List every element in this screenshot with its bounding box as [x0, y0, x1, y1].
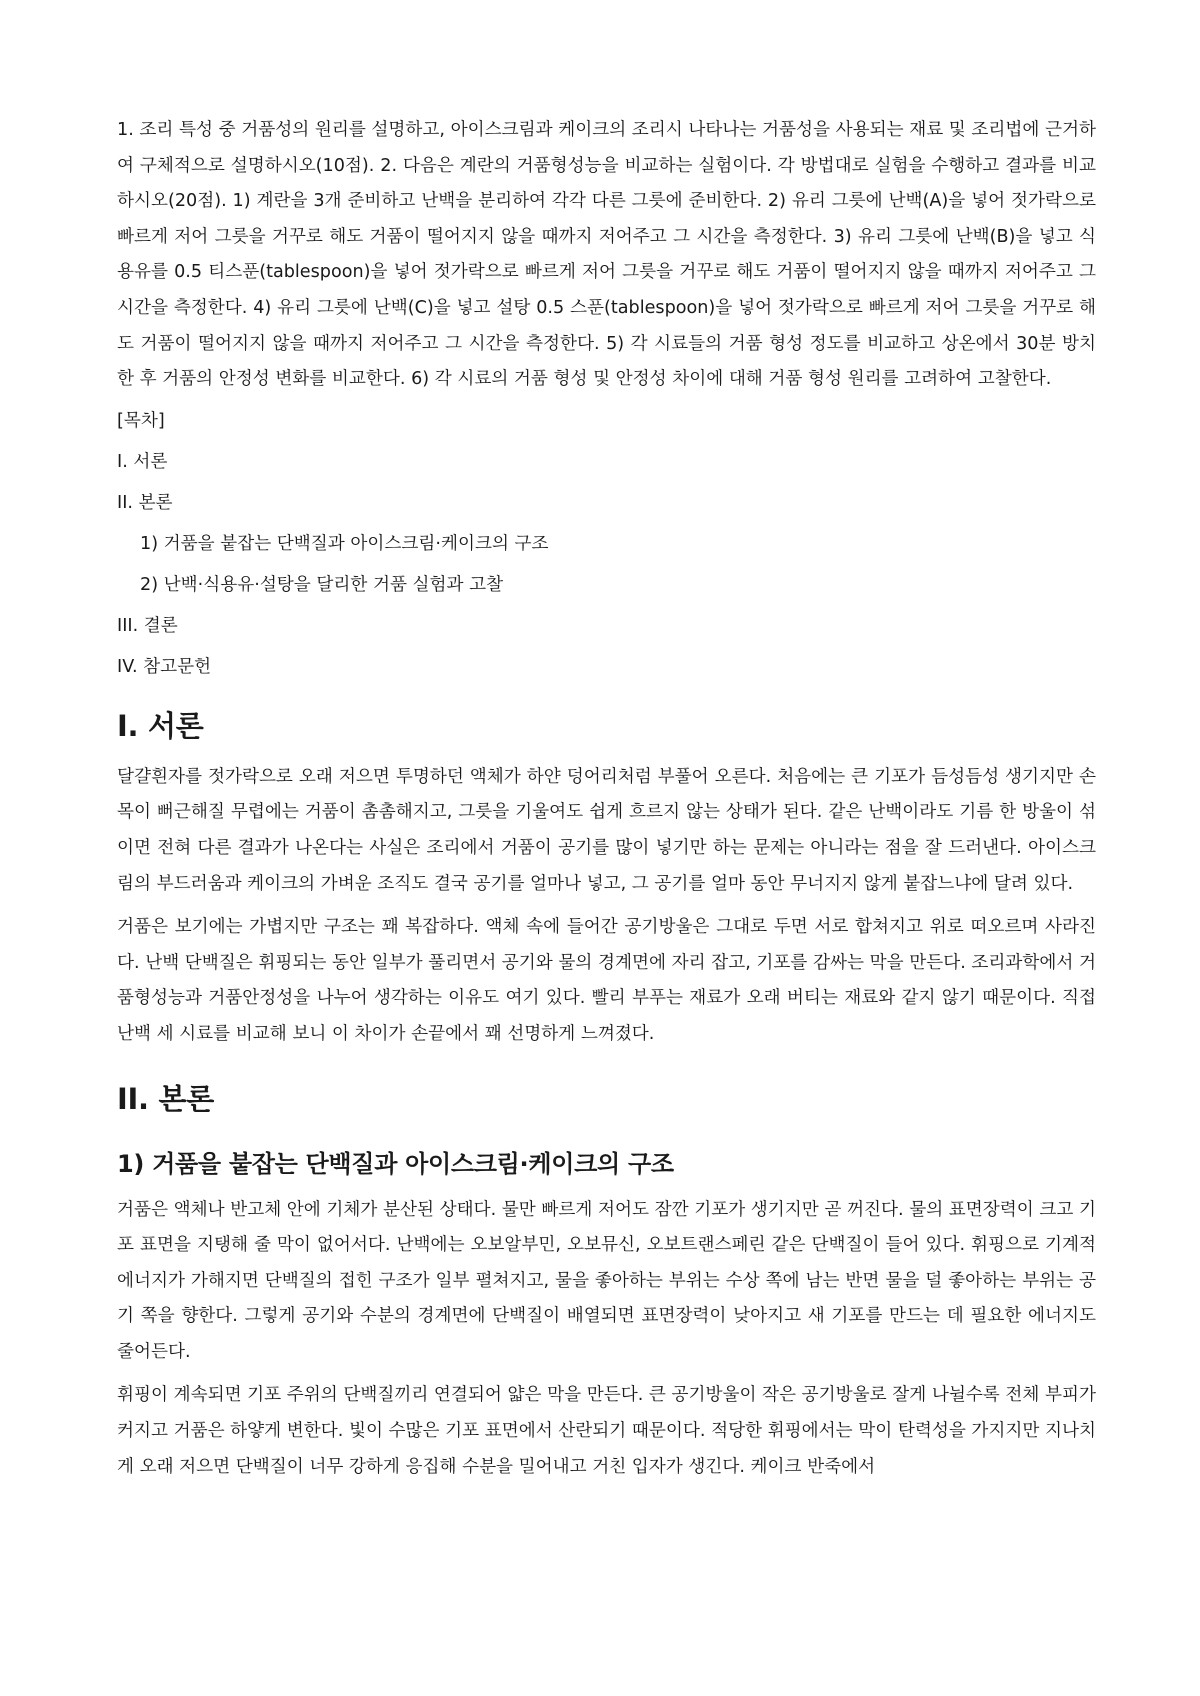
toc-item-references: IV. 참고문헌 [117, 656, 212, 677]
body-sub1-heading: 1) 거품을 붙잡는 단백질과 아이스크림·케이크의 구조 [117, 1149, 674, 1178]
toc-item-body-sub1: 1) 거품을 붙잡는 단백질과 아이스크림·케이크의 구조 [140, 533, 549, 554]
toc-heading: [목차] [117, 410, 165, 431]
body-heading: II. 본론 [117, 1081, 214, 1116]
intro-paragraph: 달걀흰자를 젓가락으로 오래 저으면 투명하던 액체가 하얀 덩어리처럼 부풀어 오른다. 처음에는 큰 기포가 듬성듬성 생기지만 손목이 뻐근해질 무렵에는 거품이 촘촘해지고, 그릇을 기울여도 쉽게 흐르지 않는 상태가 된다. 같은 난백이라도 기름 한 방울이 섞이면 전혀 다른 결과가 나온다는 사실은 조리에서 거품이 공기를 많이 넣기만 하는 문제는 아니라는 점을 잘 드러낸다. 아이스크림의 부드러움과 케이크의 가벼운 조직도 결국 공기를 얼마나 넣고, 그 공기를 얼마 동안 무너지지 않게 붙잡느냐에 달려 있다. [117, 766, 1096, 894]
intro-heading: I. 서론 [117, 708, 204, 743]
table-of-contents [117, 408, 1096, 680]
toc-item-intro: I. 서론 [117, 451, 168, 472]
body-paragraph: 거품은 액체나 반고체 안에 기체가 분산된 상태다. 물만 빠르게 저어도 잠깐 기포가 생기지만 곧 꺼진다. 물의 표면장력이 크고 기포 표면을 지탱해 줄 막이 없어서다. 난백에는 오보알부민, 오보뮤신, 오보트랜스페린 같은 단백질이 들어 있다. 휘핑으로 기계적 에너지가 가해지면 단백질의 접힌 구조가 일부 펼쳐지고, 물을 좋아하는 부위는 수상 쪽에 남는 반면 물을 덜 좋아하는 부위는 공기 쪽을 향한다. 그렇게 공기와 수분의 경계면에 단백질이 배열되면 표면장력이 낮아지고 새 기포를 만드는 데 필요한 에너지도 줄어든다. [117, 1199, 1096, 1362]
toc-item-body: II. 본론 [117, 492, 173, 513]
toc-item-body-sub2: 2) 난백·식용유·설탕을 달리한 거품 실험과 고찰 [140, 574, 504, 595]
toc-item-conclusion: III. 결론 [117, 615, 178, 636]
body-paragraph: 휘핑이 계속되면 기포 주위의 단백질끼리 연결되어 얇은 막을 만든다. 큰 공기방울이 작은 공기방울로 잘게 나뉠수록 전체 부피가 커지고 거품은 하얗게 변한다. 빛이 수많은 기포 표면에서 산란되기 때문이다. 적당한 휘핑에서는 막이 탄력성을 가지지만 지나치게 오래 저으면 단백질이 너무 강하게 응집해 수분을 밀어내고 거친 입자가 생긴다. 케이크 반죽에서 [117, 1385, 1096, 1477]
intro-paragraph: 거품은 보기에는 가볍지만 구조는 꽤 복잡하다. 액체 속에 들어간 공기방울은 그대로 두면 서로 합쳐지고 위로 떠오르며 사라진다. 난백 단백질은 휘핑되는 동안 일부가 풀리면서 공기와 물의 경계면에 자리 잡고, 기포를 감싸는 막을 만든다. 조리과학에서 거품형성능과 거품안정성을 나누어 생각하는 이유도 여기 있다. 빨리 부푸는 재료가 오래 버티는 재료와 같지 않기 때문이다. 직접 난백 세 시료를 비교해 보니 이 차이가 손끝에서 꽤 선명하게 느껴졌다. [117, 917, 1096, 1044]
assignment-question: 1. 조리 특성 중 거품성의 원리를 설명하고, 아이스크림과 케이크의 조리시 나타나는 거품성을 사용되는 재료 및 조리법에 근거하여 구체적으로 설명하시오(10점). 2. 다음은 계란의 거품형성능을 비교하는 실험이다. 각 방법대로 실험을 수행하고 결과를 비교하시오(20점). 1) 계란을 3개 준비하고 난백을 분리하여 각각 다른 그릇에 준비한다. 2) 유리 그릇에 난백(A)을 넣어 젓가락으로 빠르게 저어 그릇을 거꾸로 해도 거품이 떨어지지 않을 때까지 저어주고 그 시간을 측정한다. 3) 유리 그릇에 난백(B)을 넣고 식용유를 0.5 티스푼(tablespoon)을 넣어 젓가락으로 빠르게 저어 그릇을 거꾸로 해도 거품이 떨어지지 않을 때까지 저어주고 그 시간을 측정한다. 4) 유리 그릇에 난백(C)을 넣고 설탕 0.5 스푼(tablespoon)을 넣어 젓가락으로 빠르게 저어 그릇을 거꾸로 해도 거품이 떨어지지 않을 때까지 저어주고 그 시간을 측정한다. 5) 각 시료들의 거품 형성 정도를 비교하고 상온에서 30분 방치한 후 거품의 안정성 변화를 비교한다. 6) 각 시료의 거품 형성 및 안정성 차이에 대해 거품 형성 원리를 고려하여 고찰한다. [117, 120, 1096, 390]
